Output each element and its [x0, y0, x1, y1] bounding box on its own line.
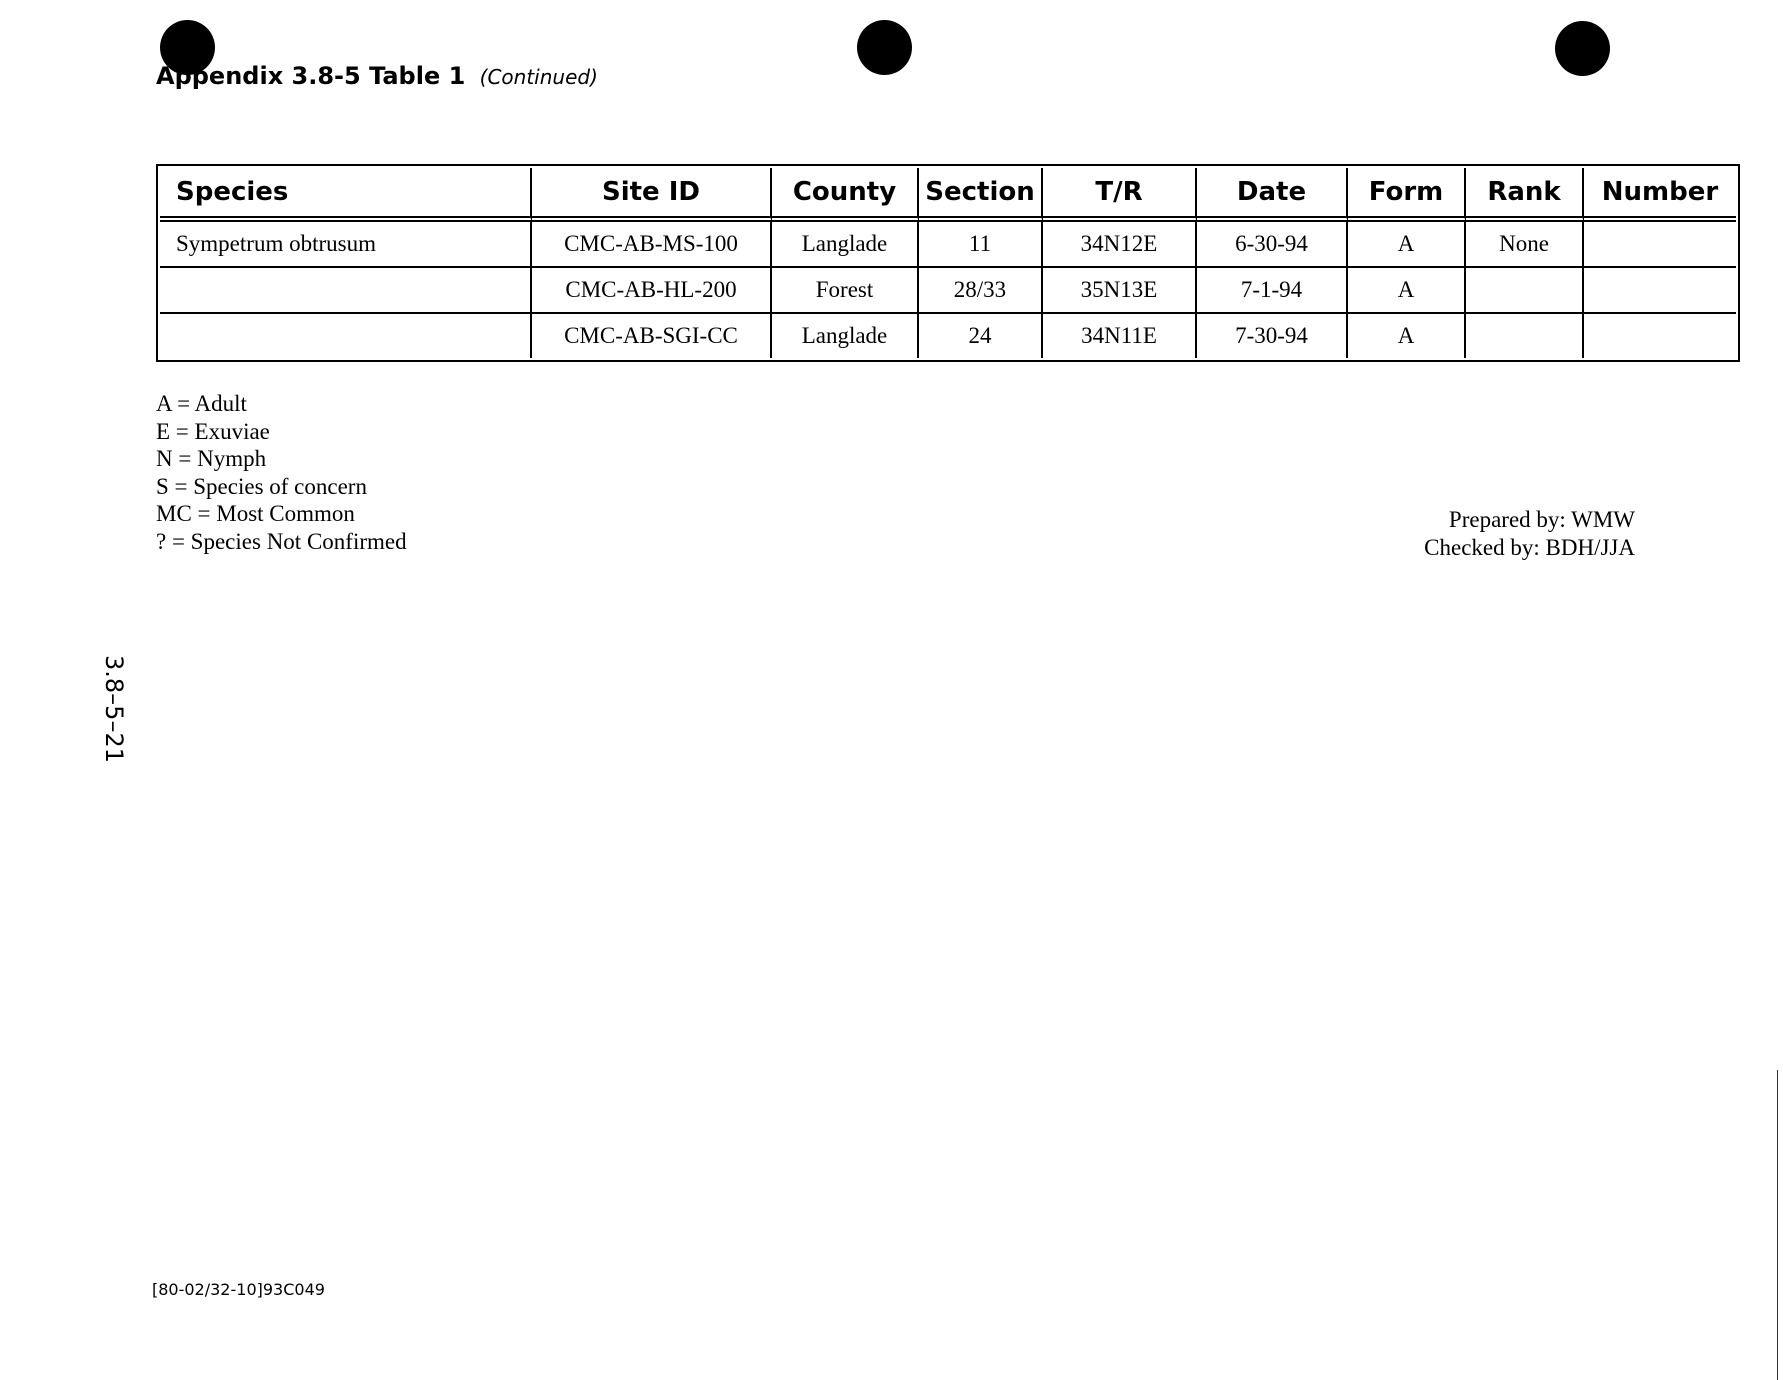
- table-header-row: [160, 168, 1736, 222]
- column-header: Section: [919, 168, 1043, 222]
- table-cell: Langlade: [772, 314, 919, 358]
- table-cell: [1584, 314, 1736, 358]
- title-continued: (Continued): [479, 65, 598, 89]
- scan-edge-line: [1777, 1070, 1778, 1380]
- table-cell: CMC-AB-HL-200: [532, 268, 772, 314]
- legend-item: N = Nymph: [156, 446, 267, 471]
- table-cell: Sympetrum obtrusum: [160, 222, 532, 268]
- page-title: [156, 62, 598, 90]
- table-cell: CMC-AB-SGI-CC: [532, 314, 772, 358]
- column-header: Species: [160, 168, 532, 222]
- title-main: Appendix 3.8-5 Table 1: [156, 62, 466, 90]
- table-row: [160, 268, 1736, 314]
- table-cell: A: [1348, 222, 1466, 268]
- table-cell: 11: [919, 222, 1043, 268]
- table-row: [160, 222, 1736, 268]
- column-header: Form: [1348, 168, 1466, 222]
- column-header: Rank: [1466, 168, 1584, 222]
- document-code: [80-02/32-10]93C049: [152, 1280, 325, 1299]
- table-cell: [160, 268, 532, 314]
- column-header: Date: [1197, 168, 1348, 222]
- table-cell: 24: [919, 314, 1043, 358]
- column-header: T/R: [1043, 168, 1197, 222]
- table-cell: A: [1348, 268, 1466, 314]
- table-cell: 28/33: [919, 268, 1043, 314]
- table-cell: 6-30-94: [1197, 222, 1348, 268]
- table-row: [160, 314, 1736, 358]
- legend: [156, 390, 407, 555]
- table-cell: [1466, 268, 1584, 314]
- species-table: [160, 168, 1736, 358]
- legend-item: ? = Species Not Confirmed: [156, 528, 407, 554]
- checked-by: Checked by: BDH/JJA: [1424, 534, 1635, 560]
- table-cell: 34N12E: [1043, 222, 1197, 268]
- column-header: Site ID: [532, 168, 772, 222]
- table-cell: 34N11E: [1043, 314, 1197, 358]
- side-page-number: 3.8–5–21: [99, 655, 128, 763]
- table-cell: Langlade: [772, 222, 919, 268]
- table-cell: [1466, 314, 1584, 358]
- table-cell: Forest: [772, 268, 919, 314]
- table-cell: [1584, 268, 1736, 314]
- preparer-block: [1400, 506, 1635, 561]
- legend-item: A = Adult: [156, 391, 247, 416]
- table-cell: 7-30-94: [1197, 314, 1348, 358]
- legend-item: E = Exuviae: [156, 418, 270, 444]
- table-cell: [1584, 222, 1736, 268]
- legend-item: MC = Most Common: [156, 501, 355, 526]
- punch-hole-center: [857, 20, 912, 75]
- table-cell: None: [1466, 222, 1584, 268]
- species-table-frame: [156, 164, 1740, 362]
- table-cell: A: [1348, 314, 1466, 358]
- column-header: County: [772, 168, 919, 222]
- legend-item: S = Species of concern: [156, 473, 367, 499]
- prepared-by: Prepared by: WMW: [1448, 507, 1635, 532]
- punch-hole-right: [1555, 21, 1610, 76]
- table-cell: [160, 314, 532, 358]
- table-cell: 35N13E: [1043, 268, 1197, 314]
- table-cell: 7-1-94: [1197, 268, 1348, 314]
- table-cell: CMC-AB-MS-100: [532, 222, 772, 268]
- column-header: Number: [1584, 168, 1736, 222]
